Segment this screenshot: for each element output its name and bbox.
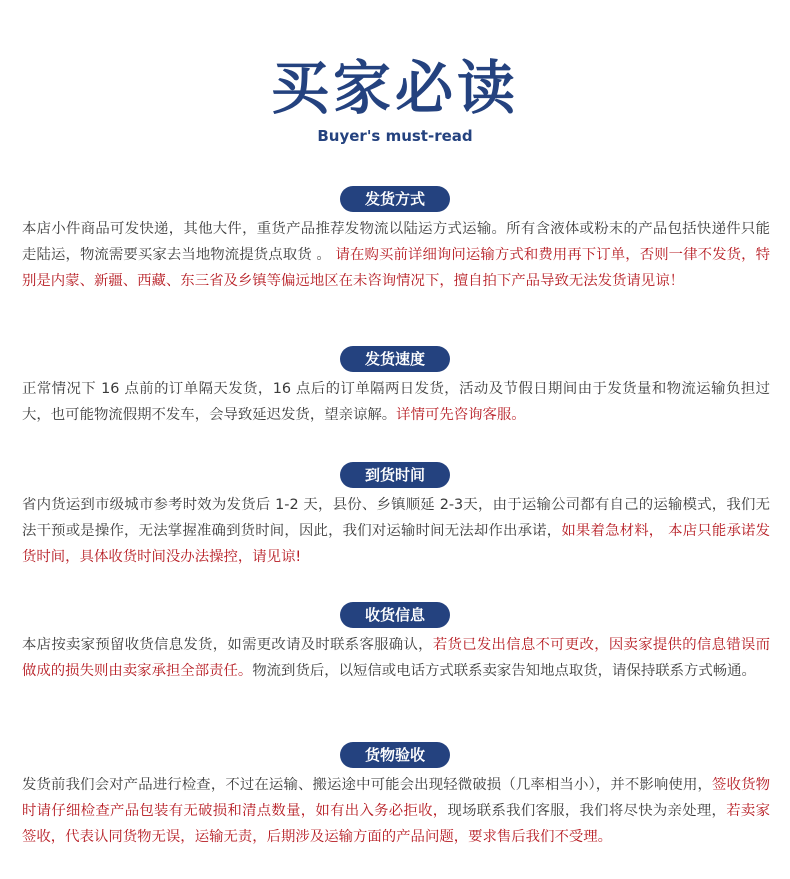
body-segment: 现场联系我们客服，我们将尽快为亲处理， (447, 803, 727, 819)
body-segment: 本店按卖家预留收货信息发货，如需更改请及时联系客服确认， (22, 637, 433, 653)
page-subtitle: Buyer's must-read (317, 127, 473, 145)
body-segment: 发货前我们会对产品进行检查，不过在运输、搬运途中可能会出现轻微破损（几率相当小），并不影响使用， (22, 777, 713, 793)
body-segment: 本店小件商品可发快递，其他大件，重货产品推荐发物流以陆运方式运输。所有含液体或粉末的产品包括快递件只能走陆运，物流需要买家去当地物流提货点取货 。 (22, 221, 770, 263)
section-goods-inspection (0, 742, 790, 850)
section-heading: 收货信息 (340, 602, 450, 628)
body-segment: 正常情况下 16 点前的订单隔天发货，16 点后的订单隔两日发货，活动及节假日期间由于发货量和物流运输负担过大，也可能物流假期不发车，会导致延迟发货，望亲谅解。 (22, 381, 770, 423)
section-heading: 货物验收 (340, 742, 450, 768)
page-title: 买家必读 (270, 54, 519, 122)
body-segment-emphasis: 若货已发出信息不可更改，因卖家提供的信息错误而做成的损失则由卖家承担全部责任。 (22, 637, 770, 679)
section-shipping-speed (0, 346, 790, 428)
body-segment-emphasis: 若卖家签收，代表认同货物无误，运输无责，后期涉及运输方面的产品问题，要求售后我们不受理。 (22, 803, 770, 845)
section-body (22, 216, 770, 294)
section-receiving-info (0, 602, 790, 684)
body-segment-emphasis: 详情可先咨询客服。 (396, 407, 526, 423)
body-segment-emphasis: 签收货物时请仔细检查产品包装有无破损和清点数量，如有出入务必拒收， (22, 777, 770, 819)
section-heading: 发货速度 (340, 346, 450, 372)
body-segment-emphasis: 请在购买前详细询问运输方式和费用再下订单，否则一律不发货，特别是内蒙、新疆、西藏、东三省及乡镇等偏远地区在未咨询情况下，擅自拍下产品导致无法发货请见谅！ (22, 247, 770, 289)
body-segment: 省内货运到市级城市参考时效为发货后 1-2 天，县份、乡镇顺延 2-3天，由于运输公司都有自己的运输模式，我们无法干预或是操作，无法掌握准确到货时间，因此，我们对运输时间无法却作出承诺， (22, 497, 770, 539)
body-segment-emphasis: 如果着急材料， 本店只能承诺发货时间，具体收货时间没办法操控，请见谅! (22, 523, 770, 565)
section-shipping-method (0, 186, 790, 294)
body-segment: 物流到货后，以短信或电话方式联系卖家告知地点取货，请保持联系方式畅通。 (252, 663, 756, 679)
section-body (22, 376, 770, 428)
section-heading: 到货时间 (340, 462, 450, 488)
section-body (22, 632, 770, 684)
section-arrival-time (0, 462, 790, 570)
section-body (22, 772, 770, 850)
section-heading: 发货方式 (340, 186, 450, 212)
section-body (22, 492, 770, 570)
